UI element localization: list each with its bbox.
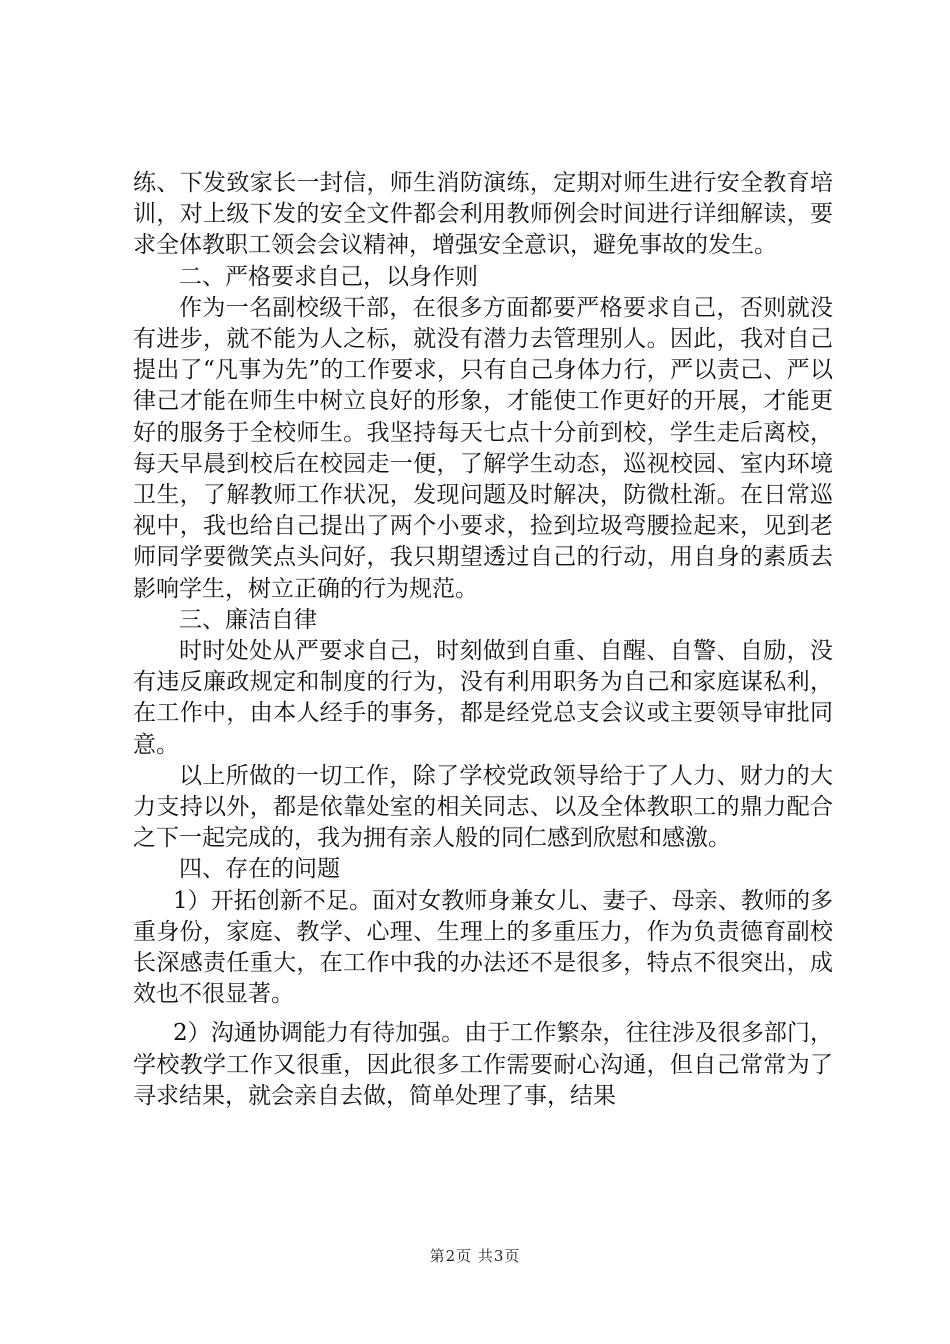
paragraph-acknowledgement: 以上所做的一切工作，除了学校党政领导给于了人力、财力的大力支持以外，都是依靠处室的相关同志、以及全体教职工的鼎力配合之下一起完成的，我为拥有亲人般的同仁感到欣慰和感激。: [133, 762, 833, 852]
paragraph-integrity: 时时处处从严要求自己，时刻做到自重、自醒、自警、自励，没有违反廉政规定和制度的行为，没有利用职务为自己和家庭谋私利，在工作中，由本人经手的事务，都是经党总支会议或主要领导审批同意。: [133, 638, 833, 758]
section-heading-problems: 四、存在的问题: [179, 856, 340, 883]
section-heading-integrity: 三、廉洁自律: [179, 606, 317, 633]
paragraph-strict-self: 作为一名副校级干部，在很多方面都要严格要求自己，否则就没有进步，就不能为人之标，就没有潜力去管理别人。因此，我对自己提出了“凡事为先”的工作要求，只有自己身体力行，严以责己、严以律己才能在师生中树立良好的形象，才能使工作更好的开展，才能更好的服务于全校师生。我坚持每天七点十分前到校，学生走后离校，每天早晨到校后在校园走一便，了解学生动态，巡视校园、室内环境卫生，了解教师工作状况，发现问题及时解决，防微杜渐。在日常巡视中，我也给自己提出了两个小要求，捡到垃圾弯腰捡起来，见到老师同学要微笑点头问好，我只期望透过自己的行动，用自身的素质去影响学生，树立正确的行为规范。: [133, 294, 833, 602]
document-body: [133, 168, 833, 1112]
paragraph-problem-1: 1）开拓创新不足。面对女教师身兼女儿、妻子、母亲、教师的多重身份，家庭、教学、心理、生理上的多重压力，作为负责德育副校长深感责任重大，在工作中我的办法还不是很多，特点不很突出，成效也不很显著。: [133, 887, 833, 1008]
paragraph-safety-continued: 练、下发致家长一封信，师生消防演练，定期对师生进行安全教育培训，对上级下发的安全文件都会利用教师例会时间进行详细解读，要求全体教职工领会会议精神，增强安全意识，避免事故的发生。: [133, 170, 833, 259]
section-heading-strict-self: 二、严格要求自己，以身作则: [179, 263, 478, 290]
page-number-footer: 第2页 共3页: [429, 1247, 521, 1265]
paragraph-problem-2: 2）沟通协调能力有待加强。由于工作繁杂，往往涉及很多部门，学校教学工作又很重，因此很多工作需要耐心沟通，但自己常常为了寻求结果，就会亲自去做，简单处理了事，结果: [133, 1020, 833, 1109]
